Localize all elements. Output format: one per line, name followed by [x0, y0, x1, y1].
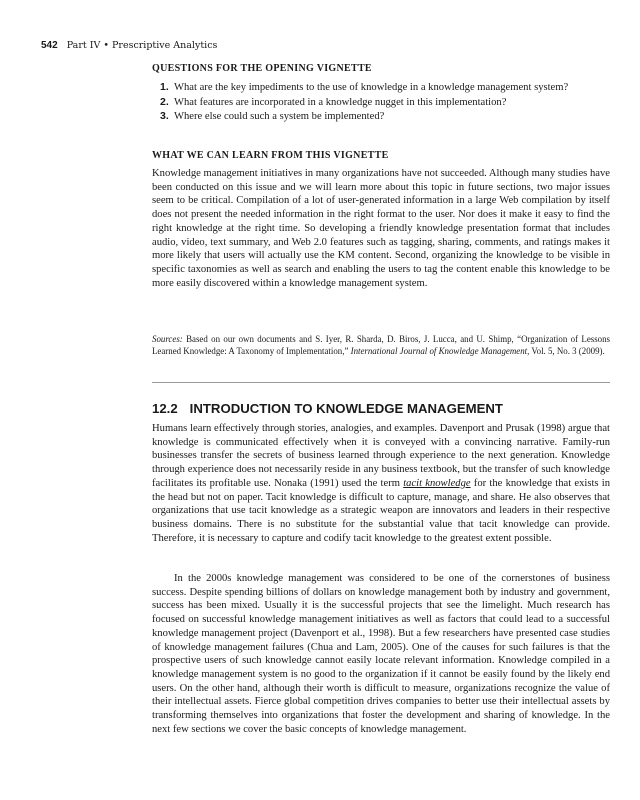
- tacit-knowledge-term: tacit knowledge: [403, 477, 471, 489]
- question-text: What are the key impediments to the use of knowledge in a knowledge management system?: [174, 82, 569, 93]
- sources-text: Based on our own documents and S. Iyer, R. Sharda, D. Biros, J. Lucca, and U. Shimp, “Organization of Lessons Learned Knowledge: A Taxonomy of Implementation,”: [152, 334, 610, 356]
- question-number: 1.: [160, 81, 169, 93]
- section-divider: [152, 382, 610, 383]
- part-title: Prescriptive Analytics: [112, 40, 218, 51]
- question-list: [152, 81, 592, 125]
- question-text: What features are incorporated in a knowledge nugget in this implementation?: [174, 96, 507, 108]
- intro-paragraph-2: In the 2000s knowledge management was considered to be one of the cornerstones of business success. Despite spending billions of dollars on knowledge management both by industry and government, success has been mixed. Usually it is the successful projects that see the limelight. Much research has focused on successful knowledge management initiatives as well as factors that could lead to a successful knowledge management project (Davenport et al., 1998). But a few researchers have presented case studies of knowledge management failures (Chua and Lam, 2005). One of the causes for such failures is that the prospective users of such knowledge cannot easily locate relevant information. Knowledge compiled in a knowledge management system is no good to the organization if it cannot be easily found by the likely end users. On the other hand, although their worth is difficult to measure, organizations recognize the value of their intellectual assets. Fierce global competition drives companies to better use their intellectual assets by transforming themselves into organizations that foster the development and sharing of knowledge. In the next few sections we cover the basic concepts of knowledge management.: [152, 573, 610, 735]
- question-item: [152, 81, 592, 95]
- intro-text-b: for the knowledge that exists in the head but not on paper. Tacit knowledge is difficult to capture, manage, and share. He also observes that organizations that use tacit knowledge as a strategic weapon are innovators and leaders in their respective business domains. There is no substitute for the substantial value that tacit knowledge can provide. Therefore, it is necessary to capture and codify tacit knowledge to the greatest extent possible.: [152, 477, 611, 544]
- page-number: 542: [41, 40, 58, 51]
- question-item: [152, 110, 592, 124]
- section-heading: [152, 400, 503, 417]
- sources-citation: [152, 334, 610, 357]
- question-text: Where else could such a system be implemented?: [174, 111, 385, 122]
- sources-label: Sources:: [152, 334, 183, 344]
- section-number: 12.2: [152, 401, 178, 416]
- question-number: 3.: [160, 110, 169, 122]
- questions-heading: QUESTIONS FOR THE OPENING VIGNETTE: [152, 63, 372, 74]
- learn-heading: WHAT WE CAN LEARN FROM THIS VIGNETTE: [152, 150, 389, 161]
- question-item: [152, 96, 592, 110]
- journal-title: International Journal of Knowledge Management: [350, 345, 528, 356]
- intro-text-a: Humans learn effectively through stories, analogies, and examples. Davenport and Prusak (1998) argue that knowledge is communicated effectively when it is conveyed with a convincing narrative. Family-run businesses transfer the secrets of business learned through experience to the next generation. Knowledge through experience does not necessarily reside in any business textbook, but the transfer of such knowledge facilitates its profitable use. Nonaka (1991) used the term: [152, 423, 610, 489]
- question-number: 2.: [160, 95, 169, 108]
- running-head: [41, 40, 601, 52]
- header-separator: •: [103, 40, 109, 51]
- part-label: Part IV: [66, 40, 101, 51]
- section-title: INTRODUCTION TO KNOWLEDGE MANAGEMENT: [189, 401, 503, 416]
- learn-paragraph: Knowledge management initiatives in many organizations have not succeeded. Although many studies have been conducted on this issue and we will learn more about this topic in future sections, two major issues seem to be critical. Compilation of a lot of user-generated information in a large Web compilation by itself does not present the needed information in the right format to the user. Nor does it make it easy to find the right knowledge at the right time. So developing a friendly knowledge presentation format that includes audio, video, text summary, and Web 2.0 features such as tagging, sharing, comments, and ratings makes it more likely that users will actually use the KM content. Second, organizing the knowledge to be visible in specific taxonomies as well as search and enabling the users to tag the content enable this knowledge to be more easily discovered within a knowledge management system.: [152, 168, 610, 289]
- sources-volume: , Vol. 5, No. 3 (2009).: [527, 345, 605, 356]
- intro-paragraph-1: [152, 422, 610, 545]
